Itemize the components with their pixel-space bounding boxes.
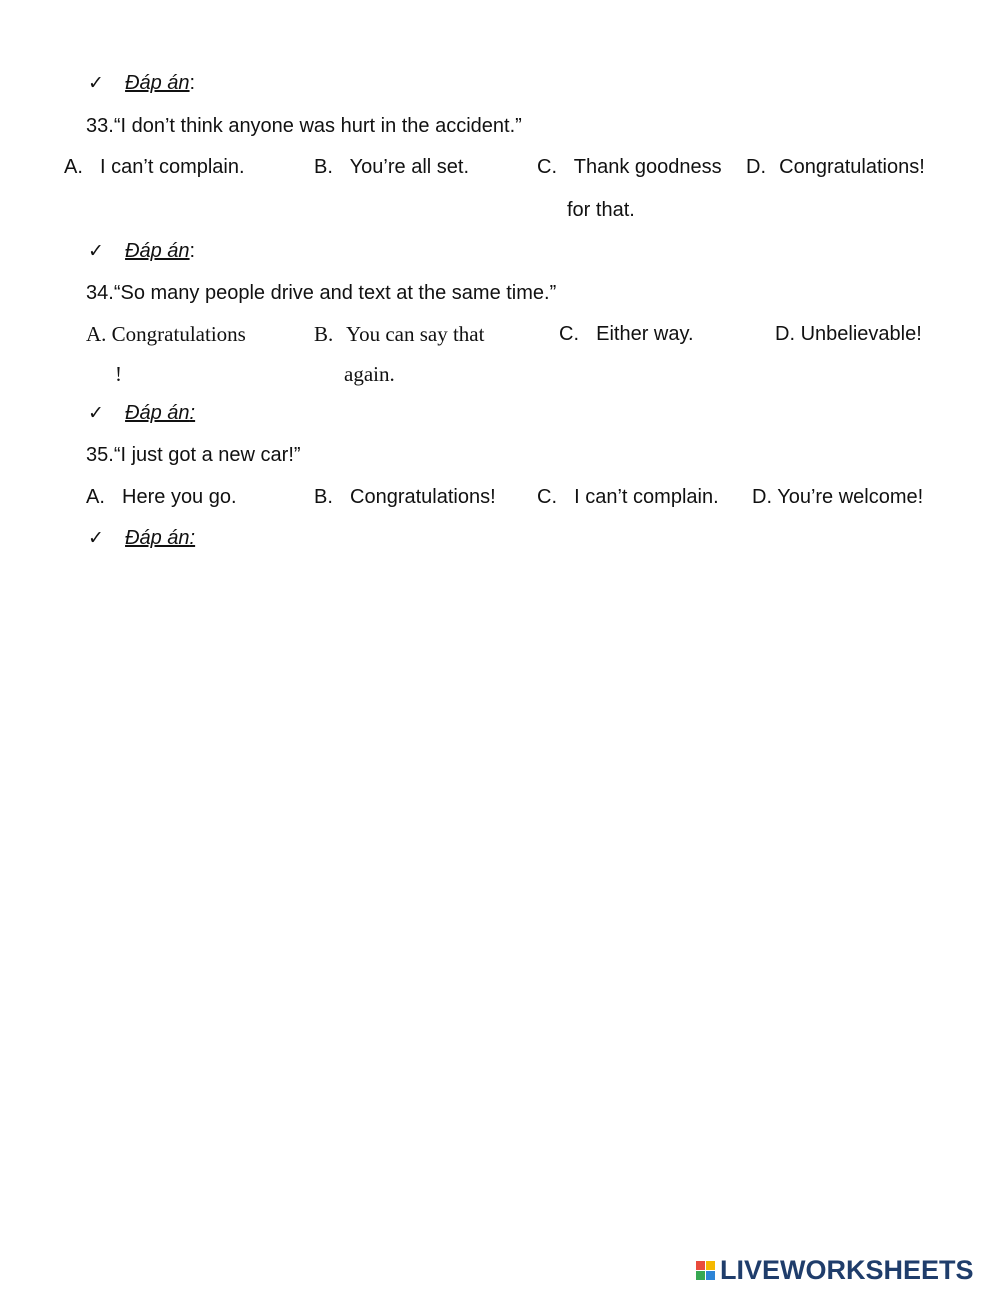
checkmark-icon: ✓ xyxy=(88,527,104,549)
q35-option-d[interactable] xyxy=(752,486,923,509)
option-text: Either way. xyxy=(596,323,694,345)
q33-option-b[interactable] xyxy=(314,156,469,179)
question-35 xyxy=(86,444,301,467)
q35-option-c[interactable] xyxy=(537,486,719,509)
option-text: Congratulations! xyxy=(779,156,925,178)
option-letter: C. xyxy=(537,156,557,178)
answer-colon: : xyxy=(189,402,196,424)
answer-colon: : xyxy=(189,72,196,94)
option-text: Congratulations xyxy=(111,322,246,346)
q34-option-a[interactable] xyxy=(86,322,246,347)
q33-option-c[interactable] xyxy=(537,156,722,179)
option-text: Thank goodness xyxy=(573,156,722,178)
option-text: I can’t complain. xyxy=(574,486,719,508)
option-letter: B. xyxy=(314,156,333,178)
checkmark-icon: ✓ xyxy=(88,402,104,424)
option-letter: D. xyxy=(752,486,772,508)
option-text-continued: again. xyxy=(344,362,395,386)
answer-line-q32 xyxy=(88,72,195,95)
question-text: “So many people drive and text at the same time.” xyxy=(113,282,557,304)
option-text: You’re welcome! xyxy=(777,486,924,508)
answer-line-q33 xyxy=(88,240,195,263)
question-number: 34. xyxy=(86,282,114,304)
logo-block-i xyxy=(706,1261,715,1270)
option-letter: B. xyxy=(314,322,334,346)
option-text: You’re all set. xyxy=(349,156,470,178)
question-number: 35. xyxy=(86,444,114,466)
logo-text: LIVEWORKSHEETS xyxy=(720,1254,974,1285)
q33-option-c-continued xyxy=(567,199,635,222)
answer-label: Đáp án xyxy=(125,527,190,549)
logo-blocks-icon xyxy=(696,1261,715,1280)
option-letter: D. xyxy=(746,156,766,178)
question-34 xyxy=(86,282,556,305)
logo-block-v xyxy=(696,1271,705,1280)
question-33 xyxy=(86,115,522,138)
q34-option-c[interactable] xyxy=(559,323,694,346)
option-letter: D. xyxy=(775,323,795,345)
question-text: “I don’t think anyone was hurt in the accident.” xyxy=(113,115,522,137)
option-letter: B. xyxy=(314,486,333,508)
answer-label: Đáp án xyxy=(125,240,190,262)
q34-option-b[interactable] xyxy=(314,322,484,347)
q34-option-d[interactable] xyxy=(775,323,922,346)
answer-label: Đáp án xyxy=(125,402,190,424)
logo-block-e xyxy=(706,1271,715,1280)
question-number: 33. xyxy=(86,115,114,137)
option-text: Here you go. xyxy=(122,486,237,508)
checkmark-icon: ✓ xyxy=(88,72,104,94)
q34-option-a-continued xyxy=(115,362,122,387)
answer-label: Đáp án xyxy=(125,72,190,94)
option-letter: C. xyxy=(559,323,579,345)
option-text: You can say that xyxy=(346,322,485,346)
answer-line-q35 xyxy=(88,527,195,550)
checkmark-icon: ✓ xyxy=(88,240,104,262)
answer-colon: : xyxy=(189,240,196,262)
option-text: I can’t complain. xyxy=(100,156,245,178)
q35-option-b[interactable] xyxy=(314,486,496,509)
answer-line-q34 xyxy=(88,402,195,425)
answer-colon: : xyxy=(189,527,196,549)
option-text: Unbelievable! xyxy=(800,323,922,345)
option-letter: A. xyxy=(86,486,105,508)
question-text: “I just got a new car!” xyxy=(113,444,301,466)
q33-option-a[interactable] xyxy=(64,156,245,179)
liveworksheets-logo xyxy=(696,1256,974,1284)
option-text-continued: ! xyxy=(115,362,122,386)
q33-option-d[interactable] xyxy=(746,156,925,179)
q35-option-a[interactable] xyxy=(86,486,237,509)
logo-block-l xyxy=(696,1261,705,1270)
q34-option-b-continued xyxy=(344,362,395,387)
option-text: Congratulations! xyxy=(350,486,496,508)
option-letter: A. xyxy=(86,322,107,346)
option-text-continued: for that. xyxy=(567,199,635,221)
option-letter: A. xyxy=(64,156,83,178)
option-letter: C. xyxy=(537,486,557,508)
